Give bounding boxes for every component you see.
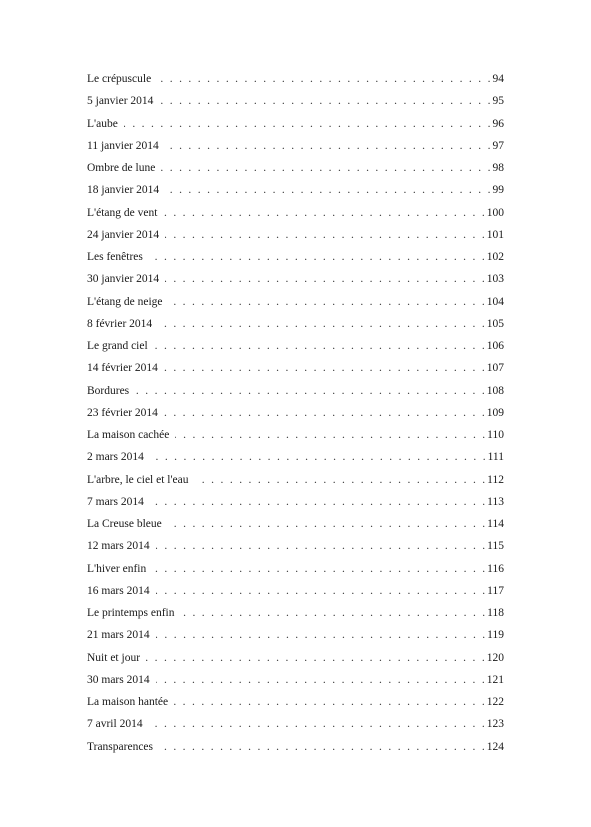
toc-entry[interactable] xyxy=(87,382,504,404)
toc-entry[interactable] xyxy=(87,159,504,181)
toc-entry-title: 24 janvier 2014 xyxy=(87,228,160,241)
toc-leader-dots xyxy=(150,448,486,466)
toc-entry-title: La maison hantée xyxy=(87,696,169,708)
toc-entry[interactable] xyxy=(87,671,504,693)
toc-entry-title: 12 mars 2014 xyxy=(87,540,150,553)
toc-entry[interactable] xyxy=(87,204,504,226)
toc-entry-page: 94 xyxy=(492,73,504,85)
toc-entry[interactable] xyxy=(87,715,504,737)
toc-entry-title: 30 janvier 2014 xyxy=(87,273,160,286)
toc-entry[interactable] xyxy=(87,270,504,292)
toc-leader-dots xyxy=(146,649,485,667)
toc-entry-page: 121 xyxy=(486,673,504,686)
toc-entry-page: 96 xyxy=(492,117,504,130)
toc-entry-page: 111 xyxy=(487,451,504,464)
toc-entry-page: 123 xyxy=(486,718,504,731)
toc-entry[interactable] xyxy=(87,92,504,114)
toc-entry[interactable] xyxy=(87,582,504,604)
toc-entry[interactable] xyxy=(87,649,504,671)
toc-leader-dots xyxy=(165,270,485,288)
toc-entry-page: 106 xyxy=(486,340,504,352)
toc-entry-page: 99 xyxy=(492,184,504,197)
toc-leader-dots xyxy=(163,204,484,222)
toc-entry-title: Les fenêtres xyxy=(87,251,143,263)
toc-leader-dots xyxy=(168,515,485,533)
toc-entry-title: 8 février 2014 xyxy=(87,317,153,330)
toc-entry-page: 98 xyxy=(492,162,504,174)
toc-entry-title: Le grand ciel xyxy=(87,340,148,352)
toc-leader-dots xyxy=(165,137,491,155)
toc-entry[interactable] xyxy=(87,515,504,537)
toc-entry-page: 112 xyxy=(487,473,504,486)
toc-leader-dots xyxy=(165,226,485,244)
toc-entry[interactable] xyxy=(87,604,504,626)
toc-entry-page: 107 xyxy=(486,362,504,375)
toc-leader-dots xyxy=(156,582,486,600)
toc-entry-title: 30 mars 2014 xyxy=(87,673,150,686)
toc-entry[interactable] xyxy=(87,115,504,137)
toc-entry-page: 118 xyxy=(487,607,504,619)
toc-entry-page: 115 xyxy=(487,540,504,553)
toc-entry-title: L'aube xyxy=(87,117,118,130)
toc-entry-title: L'étang de neige xyxy=(87,295,163,308)
toc-entry[interactable] xyxy=(87,248,504,270)
toc-entry-title: 14 février 2014 xyxy=(87,362,158,375)
toc-leader-dots xyxy=(156,626,486,644)
toc-leader-dots xyxy=(181,604,486,622)
toc-entry[interactable] xyxy=(87,337,504,359)
toc-leader-dots xyxy=(156,537,486,555)
toc-leader-dots xyxy=(175,426,485,444)
toc-entry-page: 120 xyxy=(486,651,504,664)
table-of-contents xyxy=(87,70,504,760)
toc-entry[interactable] xyxy=(87,70,504,92)
toc-entry-title: 21 mars 2014 xyxy=(87,629,150,642)
toc-entry[interactable] xyxy=(87,493,504,515)
toc-entry-title: Le printemps enfin xyxy=(87,607,175,619)
toc-entry-page: 101 xyxy=(486,228,504,241)
toc-entry-title: 16 mars 2014 xyxy=(87,584,150,597)
toc-entry-title: Nuit et jour xyxy=(87,651,141,664)
toc-entry[interactable] xyxy=(87,626,504,648)
toc-entry-page: 108 xyxy=(486,384,504,397)
toc-entry[interactable] xyxy=(87,448,504,470)
toc-leader-dots xyxy=(164,359,485,377)
toc-entry-title: 18 janvier 2014 xyxy=(87,184,160,197)
toc-leader-dots xyxy=(157,70,490,88)
toc-entry-page: 97 xyxy=(492,139,504,152)
toc-entry-page: 95 xyxy=(492,95,504,108)
toc-entry-title: La Creuse bleue xyxy=(87,518,162,530)
toc-entry-page: 119 xyxy=(487,629,504,642)
toc-leader-dots xyxy=(159,92,490,110)
toc-entry[interactable] xyxy=(87,537,504,559)
toc-entry[interactable] xyxy=(87,693,504,715)
toc-entry-title: 2 mars 2014 xyxy=(87,451,144,464)
toc-entry-title: 23 février 2014 xyxy=(87,406,158,419)
toc-entry[interactable] xyxy=(87,404,504,426)
toc-entry-page: 100 xyxy=(486,206,504,219)
toc-entry-page: 114 xyxy=(487,518,504,530)
toc-leader-dots xyxy=(149,715,485,733)
toc-leader-dots xyxy=(165,181,490,199)
toc-entry-title: Le crépuscule xyxy=(87,73,152,85)
toc-entry[interactable] xyxy=(87,293,504,315)
toc-entry[interactable] xyxy=(87,426,504,448)
toc-entry-page: 110 xyxy=(487,429,504,441)
toc-entry-page: 102 xyxy=(486,251,504,263)
toc-entry-title: Transparences xyxy=(87,740,154,753)
toc-entry-page: 105 xyxy=(486,317,504,330)
toc-entry[interactable] xyxy=(87,560,504,582)
toc-leader-dots xyxy=(149,248,485,266)
toc-entry-title: L'étang de vent xyxy=(87,206,158,219)
toc-leader-dots xyxy=(169,293,485,311)
toc-entry-page: 103 xyxy=(486,273,504,286)
toc-leader-dots xyxy=(135,382,485,400)
toc-leader-dots xyxy=(159,738,485,756)
toc-leader-dots xyxy=(154,337,485,355)
toc-entry-title: 7 avril 2014 xyxy=(87,718,143,731)
toc-entry-title: L'arbre, le ciel et l'eau xyxy=(87,473,189,486)
toc-entry-title: 11 janvier 2014 xyxy=(87,139,159,152)
toc-entry[interactable] xyxy=(87,137,504,159)
toc-entry-title: La maison cachée xyxy=(87,429,170,441)
toc-leader-dots xyxy=(195,471,486,489)
toc-entry[interactable] xyxy=(87,359,504,381)
toc-entry-page: 124 xyxy=(486,740,504,753)
toc-leader-dots xyxy=(164,404,485,422)
toc-leader-dots xyxy=(161,159,490,177)
toc-entry[interactable] xyxy=(87,315,504,337)
toc-leader-dots xyxy=(174,693,485,711)
toc-entry-page: 104 xyxy=(486,295,504,308)
toc-entry-page: 122 xyxy=(486,696,504,708)
toc-entry[interactable] xyxy=(87,471,504,493)
toc-entry-title: L'hiver enfin xyxy=(87,562,147,575)
toc-entry[interactable] xyxy=(87,738,504,760)
toc-entry-page: 116 xyxy=(487,562,504,575)
toc-entry[interactable] xyxy=(87,181,504,203)
toc-entry-page: 109 xyxy=(486,406,504,419)
toc-leader-dots xyxy=(150,493,485,511)
toc-leader-dots xyxy=(124,115,491,133)
toc-entry-title: 7 mars 2014 xyxy=(87,495,144,508)
toc-entry-title: Bordures xyxy=(87,384,130,397)
toc-entry-page: 113 xyxy=(487,495,504,508)
toc-leader-dots xyxy=(152,560,485,578)
toc-entry-title: 5 janvier 2014 xyxy=(87,95,154,108)
toc-leader-dots xyxy=(156,671,485,689)
toc-entry-page: 117 xyxy=(487,584,504,597)
toc-leader-dots xyxy=(158,315,485,333)
toc-entry-title: Ombre de lune xyxy=(87,162,156,174)
toc-entry[interactable] xyxy=(87,226,504,248)
